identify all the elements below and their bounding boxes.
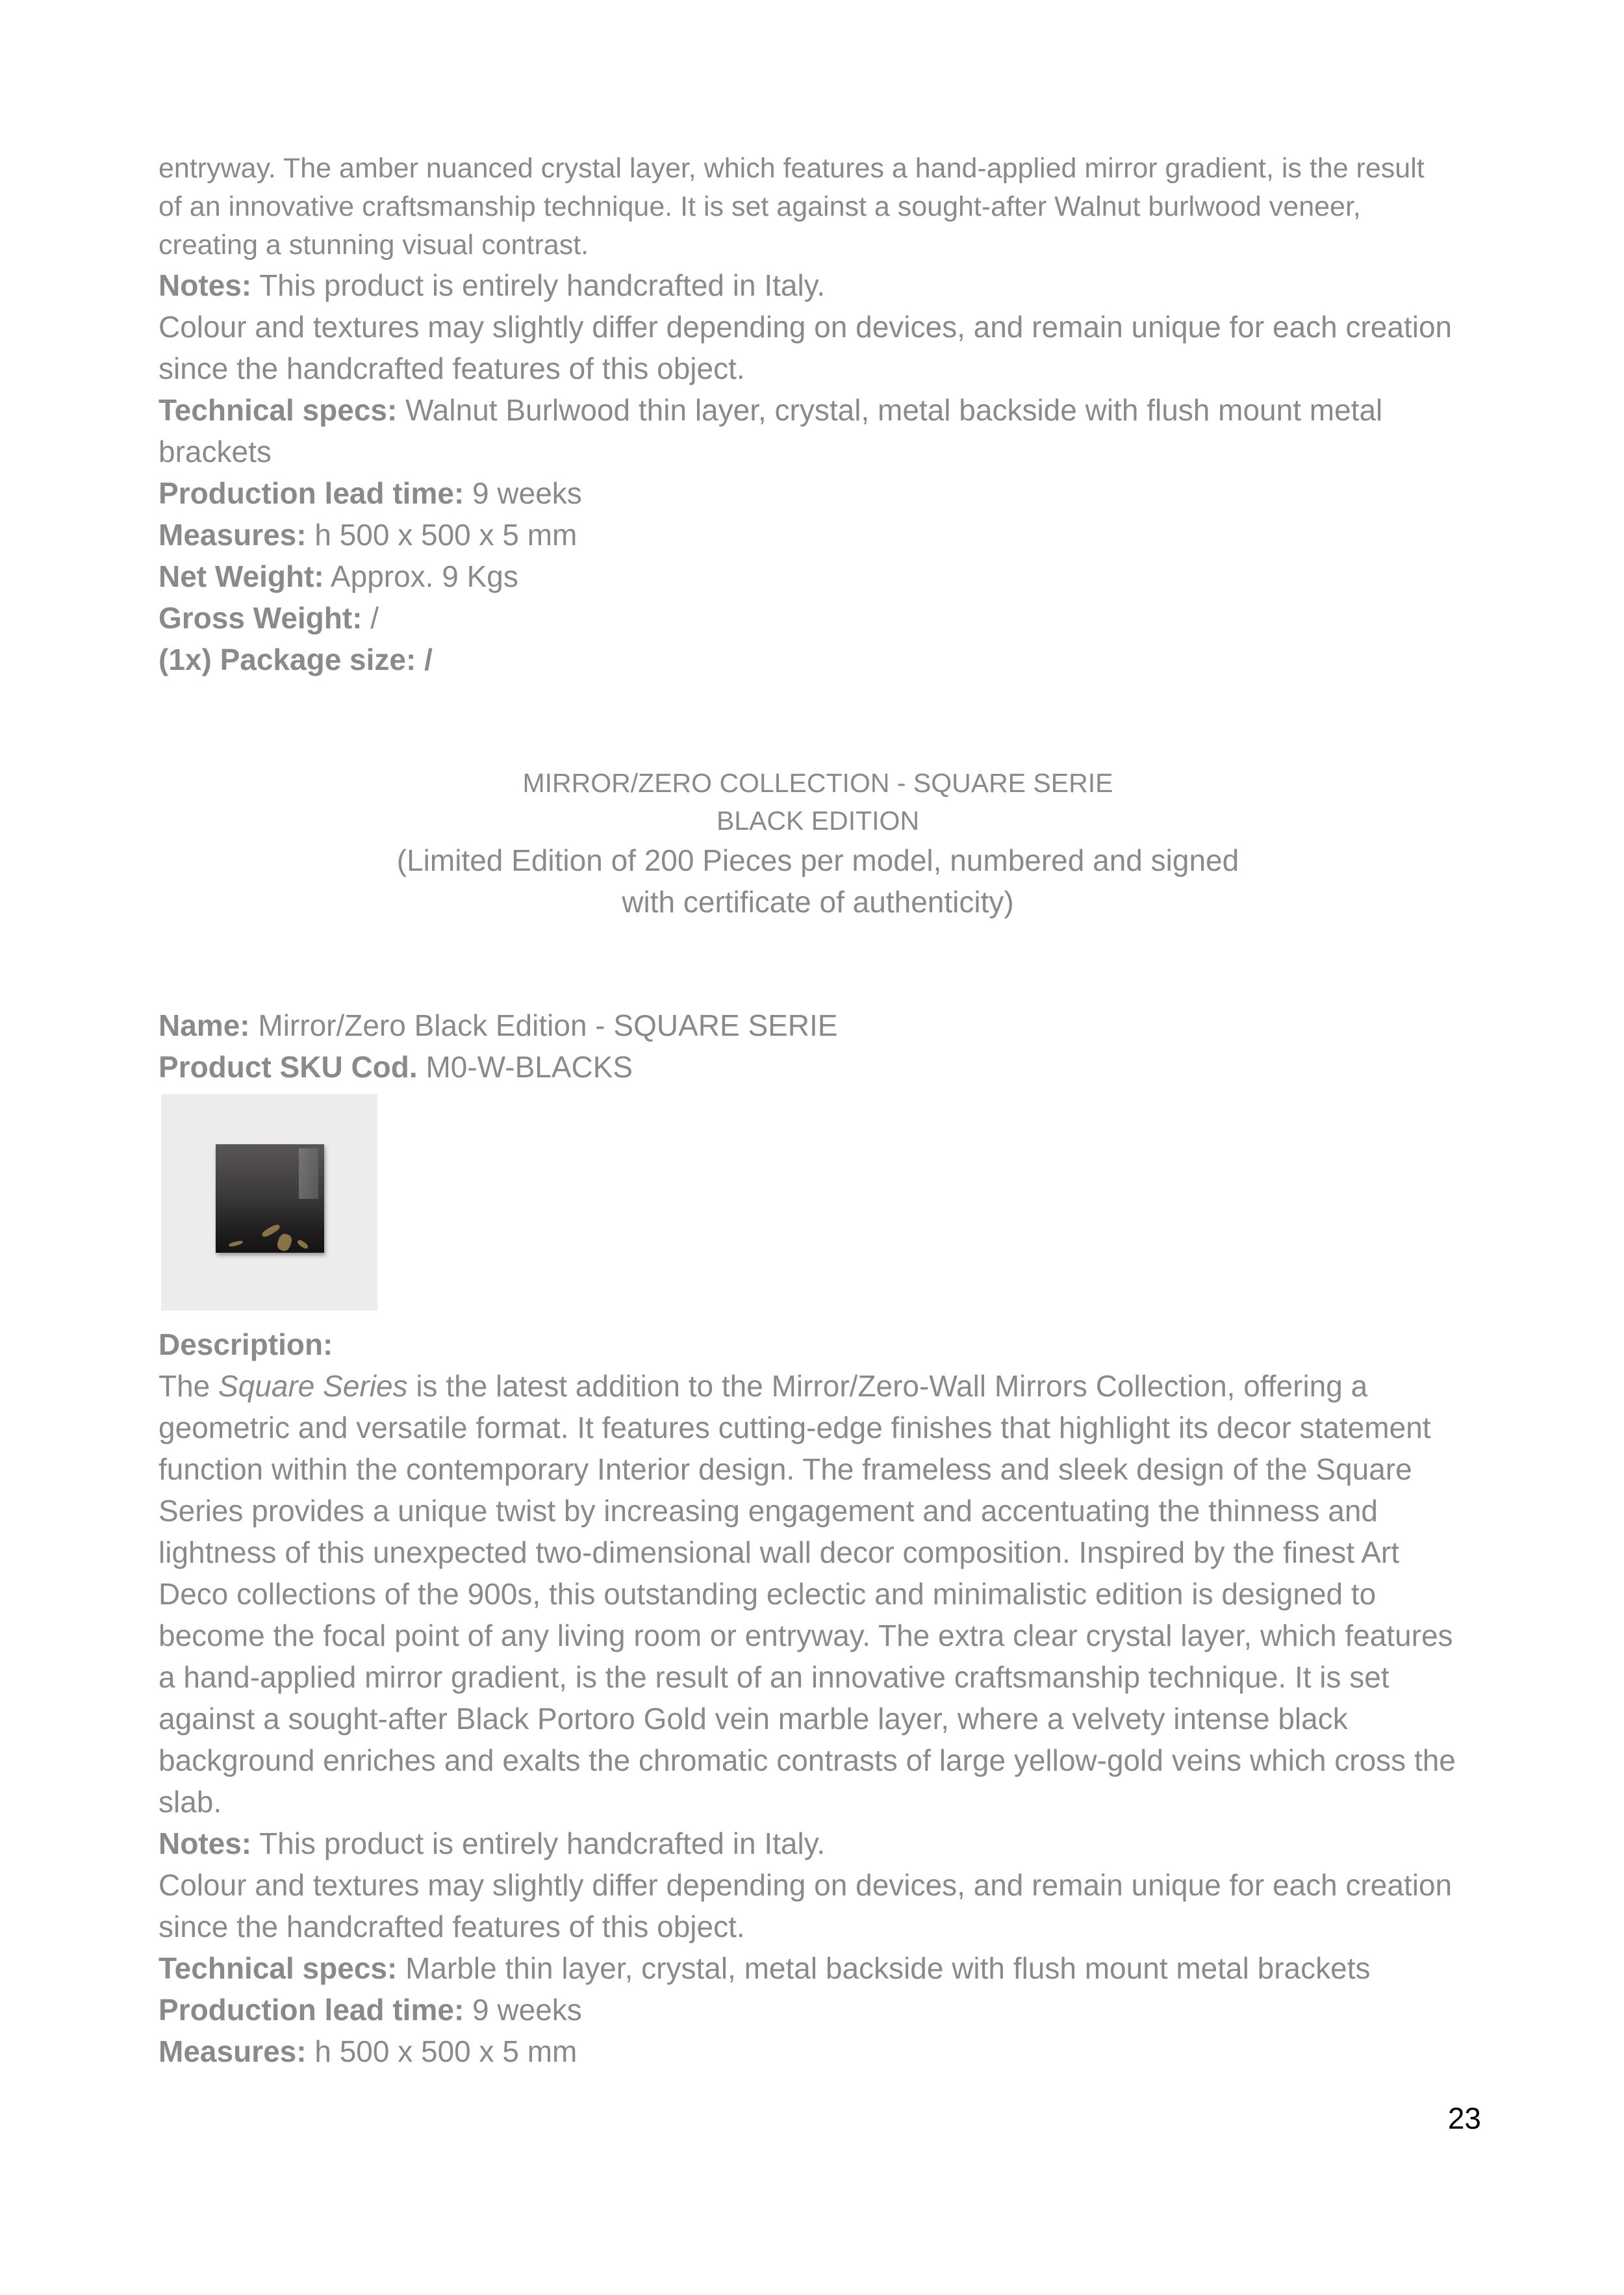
gold-vein <box>275 1232 294 1252</box>
lead-time-row <box>159 472 1477 514</box>
colour-note: since the handcrafted features of this object. <box>159 1910 745 1943</box>
name-label: Name: <box>159 1008 250 1042</box>
limited-edition-note: with certificate of authenticity) <box>622 885 1014 919</box>
notes-row <box>159 264 1477 306</box>
description-line: slab. <box>159 1785 222 1819</box>
tech-specs-label: Technical specs: <box>159 1951 398 1985</box>
tech-specs-continued: brackets <box>159 435 272 468</box>
net-weight-label: Net Weight: <box>159 559 324 593</box>
measures-value: h 500 x 500 x 5 mm <box>306 2034 577 2068</box>
edition-title: BLACK EDITION <box>716 806 920 836</box>
measures-row <box>159 2031 1477 2072</box>
package-size-row: (1x) Package size: / <box>159 643 433 676</box>
description-line: Deco collections of the 900s, this outstanding eclectic and minimalistic edition is designed to <box>159 1577 1377 1611</box>
gold-vein <box>229 1240 244 1247</box>
tech-specs-row <box>159 1947 1477 1989</box>
net-weight-value: Approx. 9 Kgs <box>324 559 518 593</box>
reflection-window <box>299 1148 318 1199</box>
tech-specs-label: Technical specs: <box>159 393 398 427</box>
notes-value: This product is entirely handcrafted in Italy. <box>251 1827 826 1860</box>
colour-note: since the handcrafted features of this object. <box>159 352 745 385</box>
product-image <box>161 1094 377 1311</box>
description-line: lightness of this unexpected two-dimensional wall decor composition. Inspired by the finest Art <box>159 1535 1400 1569</box>
lead-time-value: 9 weeks <box>464 1993 582 2027</box>
description-text: The <box>159 1369 219 1403</box>
net-weight-row <box>159 556 1477 597</box>
measures-label: Measures: <box>159 518 307 552</box>
description-label: Description: <box>159 1327 333 1361</box>
sku-row <box>159 1046 1477 1088</box>
notes-label: Notes: <box>159 1827 252 1860</box>
tech-specs-row <box>159 389 1477 431</box>
lead-time-label: Production lead time: <box>159 476 464 510</box>
lead-time-value: 9 weeks <box>464 476 582 510</box>
description-line: geometric and versatile format. It features cutting-edge finishes that highlight its decor statement <box>159 1411 1431 1444</box>
name-row <box>159 1005 1477 1046</box>
product-section-black-edition <box>159 1005 1477 2072</box>
gold-vein <box>261 1223 281 1238</box>
collection-header <box>159 764 1477 923</box>
tech-specs-value: Marble thin layer, crystal, metal backside with flush mount metal brackets <box>397 1951 1371 1985</box>
lead-time-row <box>159 1989 1477 2031</box>
description-line: become the focal point of any living room or entryway. The extra clear crystal layer, which features <box>159 1619 1453 1652</box>
product-section-walnut <box>159 149 1477 680</box>
name-value: Mirror/Zero Black Edition - SQUARE SERIE <box>249 1008 838 1042</box>
measures-value: h 500 x 500 x 5 mm <box>306 518 577 552</box>
description-line <box>159 1365 1477 1407</box>
gross-weight-row <box>159 597 1477 639</box>
description-text: is the latest addition to the Mirror/Zero-Wall Mirrors Collection, offering a <box>407 1369 1368 1403</box>
sku-label: Product SKU Cod. <box>159 1050 418 1084</box>
description-text: entryway. The amber nuanced crystal layer, which features a hand-applied mirror gradient, is the result <box>159 153 1425 184</box>
tech-specs-value: Walnut Burlwood thin layer, crystal, metal backside with flush mount metal <box>397 393 1383 427</box>
measures-row <box>159 514 1477 556</box>
description-text: creating a stunning visual contrast. <box>159 229 589 261</box>
measures-label: Measures: <box>159 2034 307 2068</box>
limited-edition-note: (Limited Edition of 200 Pieces per model, numbered and signed <box>396 843 1239 877</box>
description-line: background enriches and exalts the chromatic contrasts of large yellow-gold veins which cross the <box>159 1743 1456 1777</box>
collection-title: MIRROR/ZERO COLLECTION - SQUARE SERIE <box>522 768 1113 798</box>
description-line: against a sought-after Black Portoro Gold vein marble layer, where a velvety intense black <box>159 1702 1348 1736</box>
description-line: a hand-applied mirror gradient, is the result of an innovative craftsmanship technique. It is set <box>159 1660 1389 1694</box>
description-text: of an innovative craftsmanship technique. It is set against a sought-after Walnut burlwood veneer, <box>159 191 1361 222</box>
notes-value: This product is entirely handcrafted in Italy. <box>251 268 826 302</box>
mirror-square-image <box>216 1144 324 1253</box>
description-line: function within the contemporary Interior design. The frameless and sleek design of the Square <box>159 1452 1412 1486</box>
description-line: Series provides a unique twist by increasing engagement and accentuating the thinness and <box>159 1494 1378 1528</box>
gross-weight-value: / <box>362 601 379 635</box>
notes-row <box>159 1823 1477 1864</box>
colour-note: Colour and textures may slightly differ depending on devices, and remain unique for each creation <box>159 1868 1453 1902</box>
series-name: Square Series <box>218 1369 408 1403</box>
page-number: 23 <box>1447 2101 1481 2135</box>
colour-note: Colour and textures may slightly differ depending on devices, and remain unique for each creation <box>159 310 1453 344</box>
sku-value: M0-W-BLACKS <box>417 1050 633 1084</box>
gross-weight-label: Gross Weight: <box>159 601 362 635</box>
gold-vein <box>296 1239 309 1250</box>
lead-time-label: Production lead time: <box>159 1993 464 2027</box>
notes-label: Notes: <box>159 268 252 302</box>
